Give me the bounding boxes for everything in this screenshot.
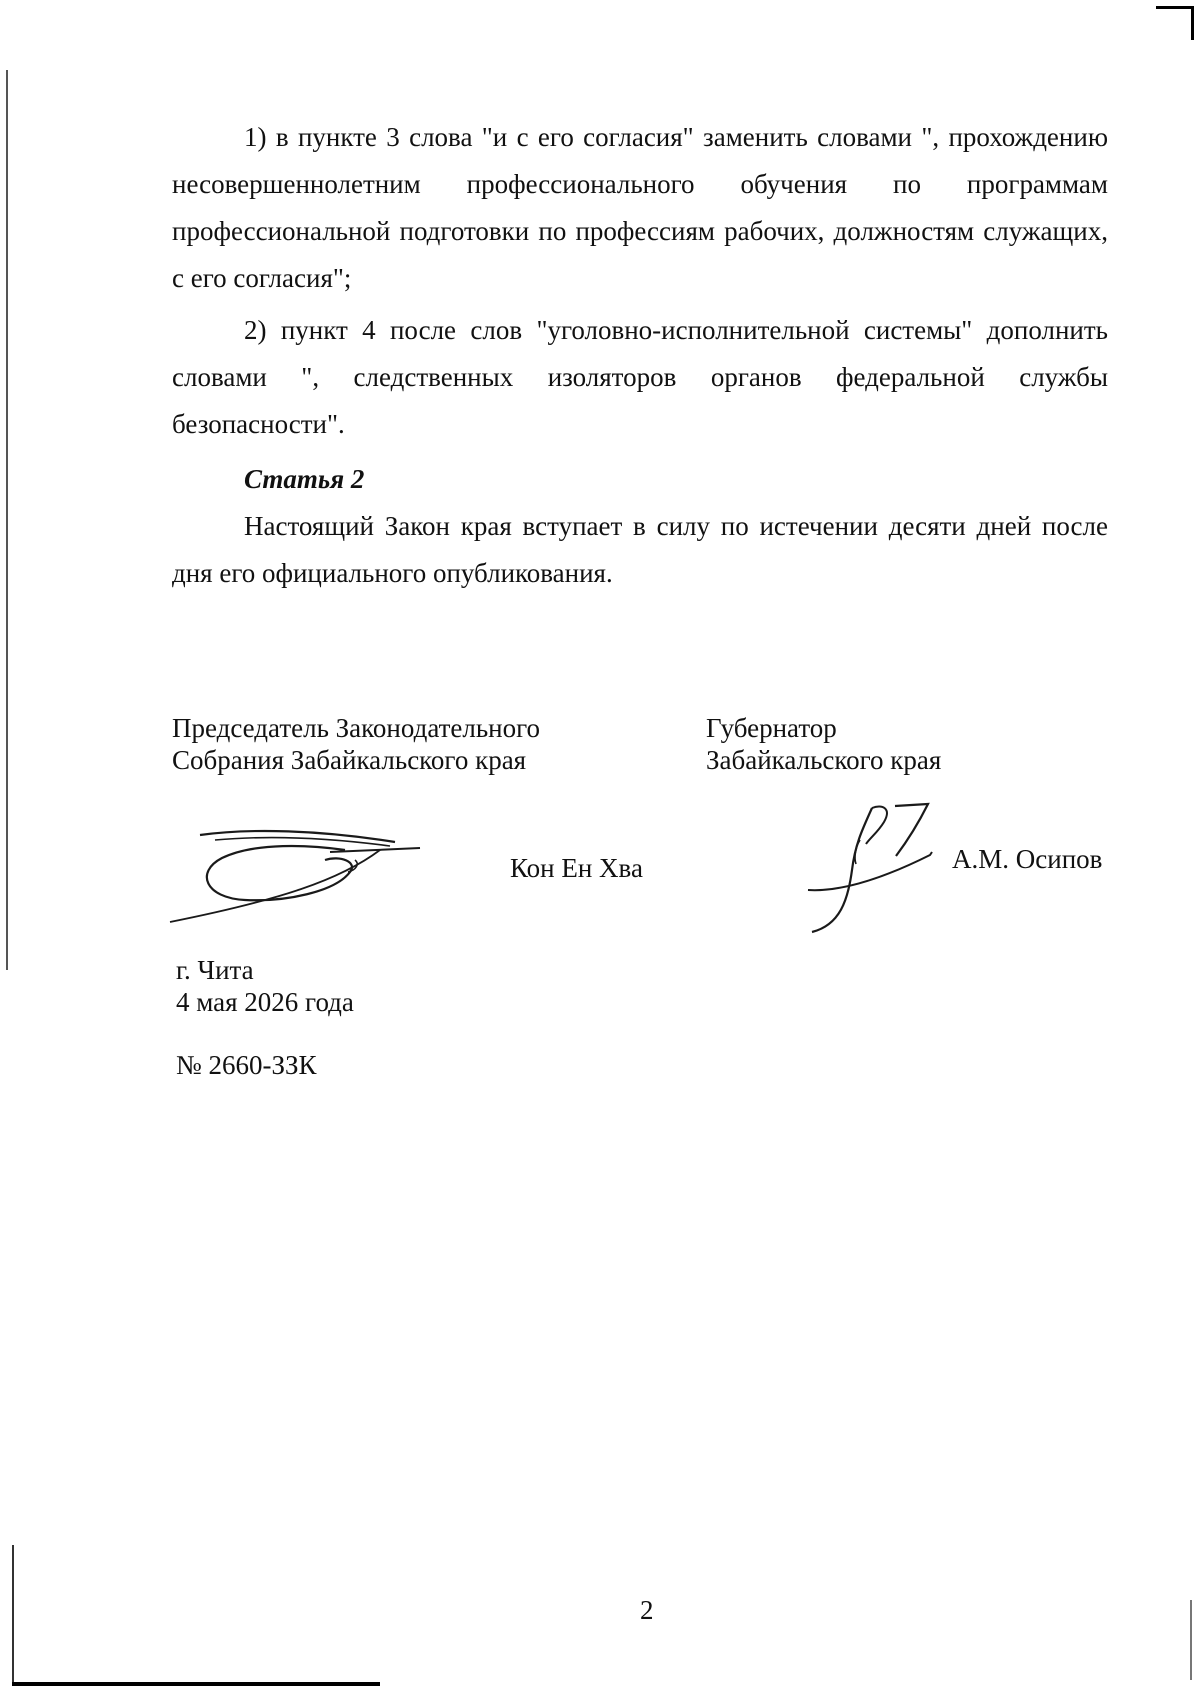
paragraph-1: 1) в пункте 3 слова "и с его согласия" заменить словами ", прохождению несовершеннолетним профессионального обучения по программам профессиональной подготовки по профессиям рабочих, должностям служащих, с его согласия"; bbox=[172, 122, 1108, 293]
scan-edge-line-bottom-left bbox=[12, 1545, 14, 1685]
left-signatory-name: Кон Ен Хва bbox=[510, 853, 643, 883]
place-of-signing: г. Чита bbox=[176, 955, 254, 985]
page-number: 2 bbox=[640, 1595, 654, 1625]
scan-corner-mark-top-right bbox=[1156, 6, 1194, 9]
left-signature bbox=[160, 820, 430, 930]
right-signatory-title-line-2: Забайкальского края bbox=[706, 745, 942, 775]
scan-edge-line-bottom bbox=[12, 1682, 380, 1686]
left-signatory-title bbox=[172, 712, 540, 776]
left-signatory-title-line-1: Председатель Законодательного bbox=[172, 713, 541, 743]
article-title: Статья 2 bbox=[244, 464, 365, 494]
right-signatory-title-line-1: Губернатор bbox=[706, 713, 837, 743]
left-signatory-title-line-2: Собрания Забайкальского края bbox=[172, 745, 527, 775]
right-signatory-title bbox=[706, 712, 941, 776]
scan-edge-line-left bbox=[6, 70, 8, 970]
body-text bbox=[172, 114, 1108, 602]
law-number: № 2660-ЗЗК bbox=[176, 1050, 317, 1080]
right-signatory-name: А.М. Осипов bbox=[952, 844, 1103, 874]
right-signature bbox=[800, 800, 960, 940]
paragraph-2: 2) пункт 4 после слов "уголовно-исполнительной системы" дополнить словами ", следственных изоляторов органов федеральной службы безопасности". bbox=[172, 315, 1108, 439]
paragraph-3: Настоящий Закон края вступает в силу по истечении десяти дней после дня его официального опубликования. bbox=[172, 511, 1108, 588]
scan-corner-mark-top-right-vertical bbox=[1191, 6, 1194, 40]
date-of-signing: 4 мая 2026 года bbox=[176, 987, 354, 1017]
scan-edge-line-right bbox=[1190, 1600, 1192, 1680]
